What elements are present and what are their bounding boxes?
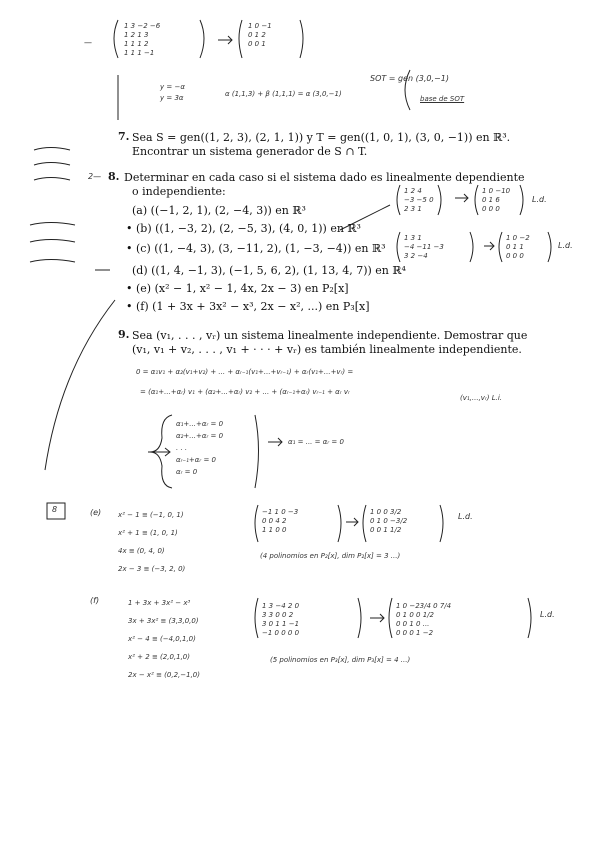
ex9-result: α₁ = ... = αᵣ = 0 bbox=[288, 438, 344, 446]
part-e-row: x² + 1 ≡ (1, 0, 1) bbox=[118, 529, 178, 537]
ex8-item-e: • (e) (x² − 1, x² − 1, 4x, 2x − 3) en P₂[x] bbox=[126, 282, 349, 295]
part-f-row: 1 + 3x + 3x² − x³ bbox=[128, 599, 191, 607]
ex7-line2: Encontrar un sistema generador de S ∩ T. bbox=[132, 145, 368, 158]
ex8c-reduced: 1 0 −2 0 1 1 0 0 0 bbox=[506, 234, 530, 260]
top-dashes: — bbox=[84, 38, 92, 47]
ex8-dash: 2— bbox=[88, 172, 102, 181]
ex9-eq1: 0 = α₁v₁ + α₂(v₁+v₂) + ... + αᵣ₋₁(v₁+...+vᵣ₋₁) + αᵣ(v₁+...+vᵣ) = bbox=[136, 368, 354, 376]
part-e-matrix: −1 1 0 −3 0 0 4 2 1 1 0 0 bbox=[262, 508, 299, 534]
part-f-label: (f) bbox=[90, 596, 100, 605]
ex9-eq2: = (α₁+...+αᵣ) v₁ + (α₂+...+αᵣ) v₂ + ... + (αᵣ₋₁+αᵣ) vᵣ₋₁ + αᵣ vᵣ bbox=[140, 388, 350, 396]
margin-scribbles bbox=[34, 148, 70, 181]
ex9-line1: Sea (v₁, . . . , vᵣ) un sistema linealmente independiente. Demostrar que bbox=[132, 329, 528, 342]
ex9-number: 9. bbox=[118, 328, 130, 341]
part-e-ld: L.d. bbox=[458, 512, 473, 521]
part-f-rows bbox=[128, 594, 200, 684]
top-matrix-right: 1 0 −1 0 1 2 0 0 1 bbox=[248, 22, 272, 48]
ex8-item-d bbox=[132, 264, 406, 277]
ex8-item-c: • (c) ((1, −4, 3), (3, −11, 2), (1, −3, −4)) en ℝ³ bbox=[126, 242, 386, 255]
part-e-row: 2x − 3 ≡ (−3, 2, 0) bbox=[118, 565, 186, 573]
ex9-li: (v₁,...,vᵣ) L.i. bbox=[460, 394, 503, 402]
matrix-bracket-right bbox=[200, 20, 204, 58]
top-matrix-left: 1 3 −2 −6 1 2 1 3 1 1 1 2 1 1 1 −1 bbox=[124, 22, 161, 57]
ex8-line1: Determinar en cada caso si el sistema dado es linealmente dependiente bbox=[124, 171, 525, 184]
ex8-item-label: (a) bbox=[132, 204, 148, 217]
ex8-item-b: • (b) ((1, −3, 2), (2, −5, 3), (4, 0, 1)) en ℝ³ bbox=[126, 222, 361, 235]
top-param-eqs: y = −α y = 3α bbox=[160, 83, 185, 102]
ex8-line2: o independiente: bbox=[132, 185, 226, 198]
part-f-note: (5 polinomios en P₃[x], dim P₃[x] = 4 ...) bbox=[270, 656, 411, 664]
ex8-item-f: • (f) (1 + 3x + 3x² − x³, 2x − x², ...) en P₃[x] bbox=[126, 300, 370, 313]
ex8-item-text: (x² − 1, x² − 1, 4x, 2x − 3) en P₂[x] bbox=[154, 282, 349, 295]
ex9-line2: (v₁, v₁ + v₂, . . . , v₁ + · · · + vᵣ) es también linealmente independiente. bbox=[132, 343, 522, 356]
part-e-rows bbox=[118, 506, 185, 578]
part-e-reduced: 1 0 0 3/2 0 1 0 −3/2 0 0 1 1/2 bbox=[370, 508, 408, 534]
ex8c-ld: L.d. bbox=[558, 241, 573, 250]
ex8-item-text: ((1, −4, 3), (3, −11, 2), (1, −3, −4)) en ℝ³ bbox=[154, 242, 386, 255]
top-combination: α (1,1,3) + β (1,1,1) = α (3,0,−1) bbox=[225, 90, 342, 98]
ex8-item-label: (f) bbox=[136, 300, 149, 313]
part-e-row: x² − 1 ≡ (−1, 0, 1) bbox=[118, 511, 184, 519]
sot-sub: base de SOT bbox=[420, 95, 465, 103]
ex8-item-text: ((−1, 2, 1), (2, −4, 3)) en ℝ³ bbox=[150, 204, 306, 217]
ex8-item-text: ((1, 4, −1, 3), (−1, 5, 6, 2), (1, 13, 4, 7)) en ℝ⁴ bbox=[151, 264, 406, 277]
arrow-right bbox=[218, 36, 232, 44]
ex7-line1: Sea S = gen((1, 2, 3), (2, 1, 1)) y T = gen((1, 0, 1), (3, 0, −1)) en ℝ³. bbox=[132, 131, 511, 144]
matrix-bracket-left bbox=[114, 20, 118, 58]
ex8a-ld: L.d. bbox=[532, 195, 547, 204]
part-f-ld: L.d. bbox=[540, 610, 555, 619]
ex8-item-label: (b) bbox=[136, 222, 152, 235]
ex8a-reduced: 1 0 −10 0 1 6 0 0 0 bbox=[482, 187, 511, 213]
ex8-item-a bbox=[132, 204, 306, 217]
ex8-item-text: (1 + 3x + 3x² − x³, 2x − x², ...) en P₃[x] bbox=[152, 300, 370, 313]
ex9-system: α₁+...+αᵣ = 0 α₂+...+αᵣ = 0 . . . αᵣ₋₁+αᵣ = 0 αᵣ = 0 bbox=[176, 420, 224, 476]
ex8-item-text: ((1, −3, 2), (2, −5, 3), (4, 0, 1)) en ℝ³ bbox=[155, 222, 361, 235]
boxed-number: 8 bbox=[52, 505, 58, 514]
part-e-row: 4x ≡ (0, 4, 0) bbox=[118, 547, 165, 555]
ex8c-matrix: 1 3 1 −4 −11 −3 3 2 −4 bbox=[404, 234, 444, 260]
part-f-reduced: 1 0 −23/4 0 7/4 0 1 0 0 1/2 0 0 1 0 ... 0 0 0 1 −2 bbox=[396, 602, 452, 637]
part-f-matrix: 1 3 −4 2 0 3 3 0 0 2 3 0 1 1 −1 −1 0 0 0 0 bbox=[262, 602, 300, 637]
ex8-item-label: (e) bbox=[136, 282, 152, 295]
part-e-note: (4 polinomios en P₂[x], dim P₂[x] = 3 ...) bbox=[260, 552, 401, 560]
part-f-row: x² + 2 ≡ (2,0,1,0) bbox=[128, 653, 190, 661]
part-e-label: (e) bbox=[90, 508, 102, 517]
part-f-row: x² − 4 ≡ (−4,0,1,0) bbox=[128, 635, 196, 643]
ex8-item-label: (d) bbox=[132, 264, 148, 277]
ex8-number: 8. bbox=[108, 170, 120, 183]
ex8a-matrix: 1 2 4 −3 −5 0 2 3 1 bbox=[404, 187, 434, 213]
sot-label: SOT = gen (3,0,−1) bbox=[370, 74, 449, 83]
part-f-row: 2x − x² ≡ (0,2,−1,0) bbox=[128, 671, 200, 679]
curved-arrow bbox=[45, 300, 115, 470]
ex8-item-label: (c) bbox=[136, 242, 151, 255]
ex7-number: 7. bbox=[118, 130, 130, 143]
part-f-row: 3x + 3x² ≡ (3,3,0,0) bbox=[128, 617, 199, 625]
